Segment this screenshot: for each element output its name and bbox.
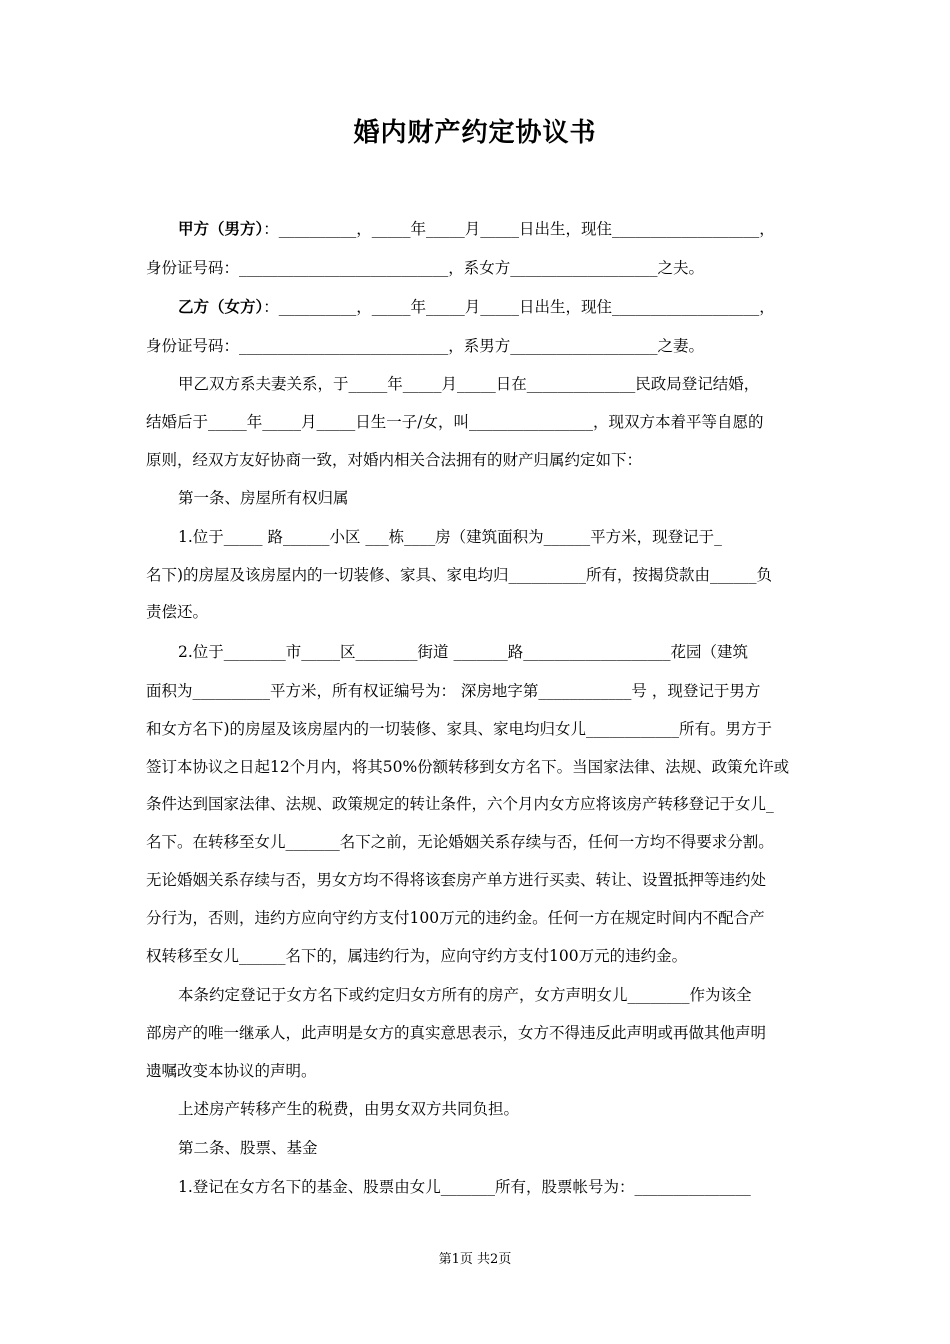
party-b-line (178, 296, 810, 318)
article-1-clause-3-line-3: 遗嘱改变本协议的声明。 (146, 1062, 317, 1080)
party-b-label: 乙方（女方） (178, 297, 264, 316)
party-a-details: ：__________，_____年_____月_____日出生，现住___________________， (263, 220, 775, 238)
article-1-item-2-line-5: 条件达到国家法律、法规、政策规定的转让条件，六个月内女方应将该房产转移登记于女儿_ (146, 795, 774, 813)
party-a-label: 甲方（男方） (178, 219, 264, 238)
article-1-item-1-line-2: 名下)的房屋及该房屋内的一切装修、家具、家电均归__________所有，按揭贷款由______负 (146, 566, 773, 584)
article-1-item-2-line-1: 2.位于________市_____区________街道 _______路___________________花园（建筑 (178, 643, 748, 661)
article-1-item-2-line-7: 无论婚姻关系存续与否，男女方均不得将该套房产单方进行买卖、转让、设置抵押等违约处 (146, 871, 767, 889)
document-title: 婚内财产约定协议书 (353, 118, 597, 148)
article-1-clause-3-line-2: 部房产的唯一继承人，此声明是女方的真实意思表示，女方不得违反此声明或再做其他声明 (146, 1024, 767, 1042)
article-1-heading: 第一条、房屋所有权归属 (178, 489, 349, 507)
party-a-id-line: 身份证号码：___________________________，系女方___________________之夫。 (146, 259, 705, 277)
intro-line-1: 甲乙双方系夫妻关系，于_____年_____月_____日在______________民政局登记结婚， (178, 375, 760, 393)
article-1-tax-line: 上述房产转移产生的税费，由男女双方共同负担。 (178, 1100, 520, 1118)
article-1-item-2-line-3: 和女方名下)的房屋及该房屋内的一切装修、家具、家电均归女儿____________所有。男方于 (146, 720, 773, 738)
article-1-item-2-line-4: 签订本协议之日起12个月内，将其50%份额转移到女方名下。当国家法律、法规、政策允许或 (146, 758, 790, 776)
page-footer: 第1页 共2页 (438, 1252, 512, 1267)
article-1-item-2-line-8: 分行为，否则，违约方应向守约方支付100万元的违约金。任何一方在规定时间内不配合产 (146, 909, 765, 927)
party-b-details: ：__________，_____年_____月_____日出生，现住___________________， (263, 298, 775, 316)
article-1-item-1-line-1: 1.位于_____ 路______小区 ___栋____房（建筑面积为______平方米，现登记于_ (178, 528, 722, 546)
party-a-line (178, 218, 810, 240)
article-1-item-2-line-9: 权转移至女儿______名下的，属违约行为，应向守约方支付100万元的违约金。 (146, 947, 688, 965)
article-2-item-1: 1.登记在女方名下的基金、股票由女儿_______所有，股票帐号为：_______________ (178, 1178, 751, 1196)
article-1-item-1-line-3: 责偿还。 (146, 603, 209, 621)
article-1-item-2-line-6: 名下。在转移至女儿_______名下之前，无论婚姻关系存续与否，任何一方均不得要求分割。 (146, 833, 774, 851)
article-2-heading: 第二条、股票、基金 (178, 1139, 318, 1157)
article-1-item-2-line-2: 面积为__________平方米，所有权证编号为： 深房地字第____________号 ，现登记于男方 (146, 682, 761, 700)
party-b-id-line: 身份证号码：___________________________，系男方___________________之妻。 (146, 337, 705, 355)
intro-line-2: 结婚后于_____年_____月_____日生一子/女，叫________________，现双方本着平等自愿的 (146, 413, 764, 431)
intro-line-3: 原则，经双方友好协商一致，对婚内相关合法拥有的财产归属约定如下： (146, 451, 643, 469)
article-1-clause-3-line-1: 本条约定登记于女方名下或约定归女方所有的房产，女方声明女儿________作为该全 (178, 986, 752, 1004)
